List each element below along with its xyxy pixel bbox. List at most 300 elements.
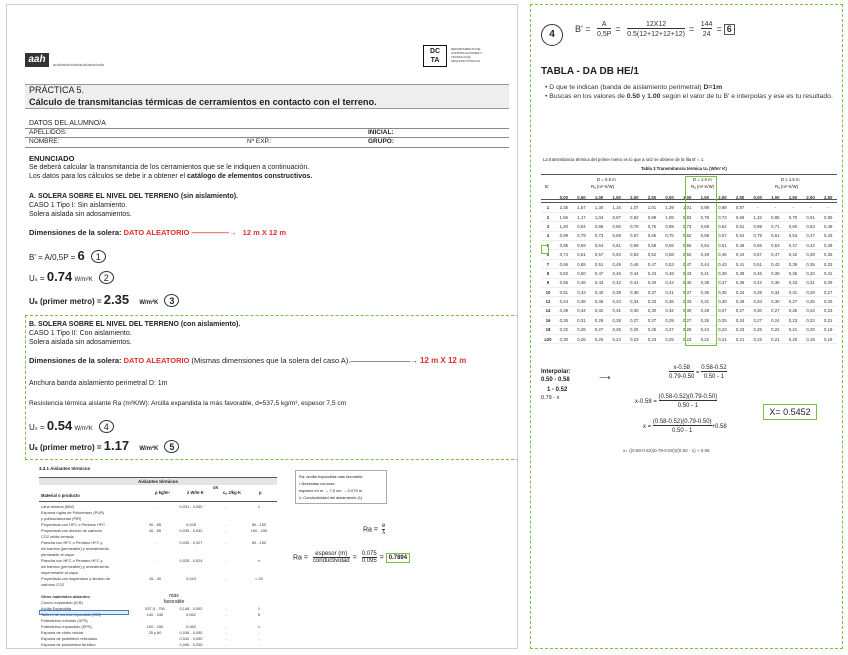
us-value: 0,37: [643, 288, 661, 297]
us-value: 0,30: [678, 306, 696, 315]
us-value: 0,29: [802, 288, 820, 297]
us-value: 1,57: [573, 203, 591, 212]
us-value: 0,79: [749, 231, 767, 240]
section-b-title: B. SOLERA SOBRE EL NIVEL DEL TERRENO (con aislamiento).: [29, 321, 241, 328]
us-value: 0,64: [590, 241, 608, 250]
ra-value: 2,50: [647, 194, 657, 200]
section-b-dims: Dimensiones de la solera: DATO ALEATORIO (Mismas dimensiones que la solera del caso A).————————→ 12 m X 12 m: [29, 356, 467, 365]
us-value: 0,23: [784, 316, 802, 325]
us-value: 0,28: [608, 316, 626, 325]
us-value: 0,47: [767, 250, 785, 259]
us-value: 0,47: [802, 231, 820, 240]
us-value: 0,30: [714, 297, 732, 306]
us-value: 0,30: [643, 306, 661, 315]
us-value: 0,99: [555, 231, 573, 240]
insul-cell: 60 - 150: [251, 521, 267, 527]
insul-cell: permeable al vapor: [41, 551, 75, 557]
insul-cell: -: [258, 629, 260, 635]
us-value: 0,22: [767, 325, 785, 334]
nexp-label: Nº EXP.:: [247, 138, 272, 145]
interp-arrow: ⟶: [599, 373, 611, 382]
us-value: 0,53: [784, 231, 802, 240]
us-value: 0,25: [626, 325, 644, 334]
us-value: 0,27: [714, 306, 732, 315]
insul-cell: Plancha con HFC o Pentano HFC y: [41, 557, 103, 563]
us-value: 0,41: [626, 278, 644, 287]
ra-calc: Ra = espesor (m) conductividad = $\frac{0.075}{0.095}$ = 0.7894: [293, 551, 410, 564]
us-value: 1,39: [661, 203, 679, 212]
insul-cell: 30 - 65: [148, 521, 162, 527]
enunciado-line1: Se deberá calcular la transmitancia de los cerramientos que se le indiquen a continuación.: [29, 164, 310, 171]
us-value: 0,39: [802, 250, 820, 259]
us-value: 0,38: [573, 297, 591, 306]
us-value: 0,24: [696, 325, 714, 334]
insul-cell: 0,060: [186, 623, 196, 629]
ra-value: 2,50: [735, 194, 745, 200]
us-value: 1,08: [661, 212, 679, 221]
section-b-case: CASO 1 Tipo II: Con aislamiento.: [29, 330, 132, 337]
us-value: 0,35: [555, 316, 573, 325]
us-value: 0,31: [608, 306, 626, 315]
ra-value: 0,00: [665, 194, 674, 200]
us-value: 0,41: [731, 259, 749, 268]
insul-cell: 40 - 65: [148, 527, 162, 533]
ra-value: 2,00: [718, 194, 727, 200]
us-value: 0,29: [661, 316, 679, 325]
insul-cell: 0,035 - 0,032: [179, 527, 203, 533]
us-value: 0,36: [590, 297, 608, 306]
insul-cell: -: [154, 539, 156, 545]
us-value: 0,36: [767, 278, 785, 287]
mas-favorable-note: más favorable: [163, 593, 185, 605]
us-value: 0,26: [802, 297, 820, 306]
ra-value: 1,00: [683, 194, 692, 200]
us-value: 0,66: [555, 259, 573, 268]
insul-cell: ∞: [257, 623, 261, 629]
insul-cell: -: [225, 503, 227, 509]
us-value: 0,39: [608, 288, 626, 297]
us-value: 0,55: [555, 278, 573, 287]
insul-cell: -: [225, 611, 227, 617]
us-value: 0,55: [573, 259, 591, 268]
us-value: 0,79: [696, 212, 714, 221]
us-value: 0,78: [626, 222, 644, 231]
us-value: 0,34: [767, 288, 785, 297]
insul-cell: -: [258, 641, 260, 647]
b-value: 1: [541, 203, 555, 212]
insul-cell: 0,040 - 0,035: [179, 641, 203, 647]
us-value: 0,38: [696, 278, 714, 287]
ra-value: 1,50: [700, 194, 709, 200]
us-value: 0,27: [767, 306, 785, 315]
enunciado-title: ENUNCIADO: [29, 154, 75, 163]
us-value: 0,26: [608, 325, 626, 334]
us-value: 0,47: [643, 259, 661, 268]
us-value: -: [767, 203, 785, 212]
us-value: 0,27: [784, 297, 802, 306]
us-value: 0,70: [784, 212, 802, 221]
b-value: 10: [541, 288, 555, 297]
us-value: 0,34: [573, 306, 591, 315]
us-value: 0,39: [819, 241, 837, 250]
us-value: 0,35: [714, 288, 732, 297]
us-value: 0,30: [626, 306, 644, 315]
insul-cell: -: [225, 539, 227, 545]
us-value: 0,44: [626, 269, 644, 278]
bp-formula: B' = $\frac{A}{0,5P}$ = $\frac{12X12}{0.5(12+12+12+12)}$ = $\frac{144}{24}$ = 6: [575, 21, 735, 38]
us-value: 0,21: [731, 334, 749, 343]
us-value: 0,33: [678, 297, 696, 306]
insul-cell: Proyectada con HFC o Pentano HFC: [41, 521, 106, 527]
section-b-us: Uₛ = 0.54 W/m²K 4: [29, 419, 114, 433]
insul-cell: Arcilla Expandida: [41, 605, 72, 611]
us-value: 0,48: [626, 259, 644, 268]
table-intro: La transmitancia térmica del primer metro es lo que a raíz se obtiene de la fila B' = 1.: [543, 157, 705, 162]
us-value: 0,79: [573, 231, 591, 240]
us-value: 0,31: [819, 269, 837, 278]
insul-cell: 0,031 - 0,050: [179, 503, 203, 509]
us-value: 0,25: [714, 316, 732, 325]
aah-logo: aah: [25, 53, 49, 67]
us-value: 0,89: [643, 212, 661, 221]
b-value: 2: [541, 212, 555, 221]
us-value: 0,28: [573, 325, 591, 334]
insul-cell: 0,043: [186, 575, 196, 581]
us-value: 0,38: [731, 269, 749, 278]
us-value: 0,37: [678, 288, 696, 297]
ra-value: 1,50: [788, 194, 798, 200]
us-value: 0,55: [819, 212, 837, 221]
interp-title: Interpolar:: [541, 369, 571, 375]
us-value: 0,99: [749, 222, 767, 231]
section-a-us: Uₛ = 0.74 W/m²K 2: [29, 270, 114, 284]
us-value: 0,33: [784, 278, 802, 287]
us-value: 0,51: [555, 288, 573, 297]
ra-value: 1,50: [612, 194, 621, 200]
us-value: 0,73: [590, 231, 608, 240]
us-value: 0,43: [767, 259, 785, 268]
us-value: 0,52: [643, 250, 661, 259]
insul-cell: CO2 celda cerrada: [41, 533, 74, 539]
us-value: 0,21: [714, 334, 732, 343]
us-value: 0,61: [802, 212, 820, 221]
us-value: 0,49: [608, 259, 626, 268]
us-value: 0,51: [714, 241, 732, 250]
insul-cell: impermeable al vapor: [41, 569, 79, 575]
insul-cell: y poliisocianurato (PIR): [41, 515, 82, 521]
us-value: 0,22: [802, 316, 820, 325]
us-value: 0,43: [573, 288, 591, 297]
tabla-bullets: • D que te indican (banda de aislamiento perimetral) D=1m • Buscas en los valores de 0.50 y 1.00 según el valor de tu B' e interpolas y ese es tu resultado.: [545, 84, 833, 100]
ra-value: 0,00: [559, 194, 568, 200]
us-value: 0,46: [573, 278, 591, 287]
ra-value: 2,00: [806, 194, 815, 200]
us-value: 0,34: [608, 297, 626, 306]
us-value: 0,58: [661, 250, 679, 259]
us-value: 1,32: [749, 212, 767, 221]
section-b-us1: Uₛ (primer metro) = 1.17 W/m²K 5: [29, 439, 179, 453]
us-value: 0,50: [573, 269, 591, 278]
us-value: 0,39: [555, 306, 573, 315]
insul-cell: 25 y 60: [148, 629, 162, 635]
us-value: 0,99: [696, 203, 714, 212]
us-value: 1,17: [573, 212, 591, 221]
section-a-desc: Solera aislada sin adosamientos.: [29, 211, 132, 218]
arcilla-highlight: [39, 610, 129, 615]
insul-cell: 0,052: [186, 611, 196, 617]
us-value: 0,30: [555, 334, 573, 343]
us-value: 0,26: [573, 334, 591, 343]
us-value: 1,16: [608, 203, 626, 212]
dcta-caption: DEPARTAMENTO DE CONSTRUCCIONES Y TECNOLOGÍA ARQUITECTÓNICAS: [451, 47, 483, 63]
insul-cell: 15 - 30: [148, 575, 162, 581]
us-value: 0,52: [678, 250, 696, 259]
us-value: 0,32: [555, 325, 573, 334]
us-value: 0,44: [555, 297, 573, 306]
insul-cell: Proyectada con dióxido de carbono: [41, 527, 102, 533]
us-value: 0,38: [626, 288, 644, 297]
b-value: 3: [541, 222, 555, 231]
us-value: 0,61: [731, 222, 749, 231]
insul-table-body: [39, 503, 277, 649]
us-value: 0,42: [749, 278, 767, 287]
us-value: -: [749, 203, 767, 212]
us-value: 1,04: [590, 212, 608, 221]
divider: [25, 128, 509, 129]
ra-value: 1,00: [771, 194, 780, 200]
us-value: 0,53: [767, 241, 785, 250]
us-value: 1,20: [555, 222, 573, 231]
us-value: 0,88: [714, 203, 732, 212]
insul-cell: -: [225, 629, 227, 635]
us-value: 0,31: [573, 316, 591, 325]
us-value: 0,23: [714, 325, 732, 334]
us-value: 0,19: [819, 325, 837, 334]
us-value: 0,36: [784, 269, 802, 278]
us-value: 0,65: [661, 241, 679, 250]
practice-number: PRÁCTICA 5.: [29, 85, 85, 95]
us-value: 0,59: [626, 241, 644, 250]
us-value: 0,43: [643, 269, 661, 278]
us-value: 0,48: [661, 269, 679, 278]
us-value: 0,27: [643, 316, 661, 325]
ra-value: 0,00: [753, 194, 762, 200]
b-value: 9: [541, 278, 555, 287]
us-value: 0,26: [696, 316, 714, 325]
insul-cell: 0,042 - 0,050: [179, 635, 203, 641]
us-value: 0,25: [590, 334, 608, 343]
us-value: 0,24: [608, 334, 626, 343]
us-value: 0,40: [590, 288, 608, 297]
us-value: 0,40: [643, 278, 661, 287]
us-value: 0,36: [731, 278, 749, 287]
insul-cell: 0,148 - 0,092: [179, 605, 203, 611]
us-value: 0,20: [784, 334, 802, 343]
us-value: 0,25: [678, 325, 696, 334]
left-page: [6, 4, 518, 649]
us-value: 0,48: [819, 222, 837, 231]
us-value: 0,40: [678, 278, 696, 287]
b-value: 4: [541, 231, 555, 240]
student-header: DATOS DEL ALUMNO/A: [29, 120, 106, 127]
us-value: -: [784, 203, 802, 212]
us-value: 0,39: [767, 269, 785, 278]
insul-cell: Poliestireno extruido (XPS): [41, 617, 88, 623]
insul-cell: 1: [257, 503, 261, 509]
us-value: 0,65: [643, 231, 661, 240]
ra-spacer: [541, 193, 555, 202]
us-value: 0,53: [802, 222, 820, 231]
us-value: 0,68: [696, 222, 714, 231]
insul-cell: ∞: [257, 557, 261, 563]
insul-cell: -: [225, 575, 227, 581]
insul-cell: -: [225, 557, 227, 563]
insul-cell: 5: [257, 611, 261, 617]
us-value: 0,42: [802, 241, 820, 250]
row-highlight: [541, 245, 549, 254]
ra-value: 2,00: [630, 194, 639, 200]
insul-table-head: Material o producto ρ kg/m³ λ W/m·K cK cₚ J/kg·K μ: [39, 486, 277, 502]
us-value: 2,35: [555, 203, 573, 212]
insul-cell: sin barrera (permeable) y revestimiento: [41, 563, 109, 569]
us-value: 0,19: [802, 334, 820, 343]
section-a-us1: Uₛ (primer metro) = 2.35 W/m²K 3: [29, 293, 179, 307]
insul-cell: 0,028: [186, 521, 196, 527]
us-value: 0,36: [696, 288, 714, 297]
us-value: 0,23: [678, 334, 696, 343]
us-value: 0,86: [590, 222, 608, 231]
us-value: 0,34: [626, 297, 644, 306]
us-value: 0,25: [643, 325, 661, 334]
us-value: 0,54: [608, 250, 626, 259]
us-value: 0,92: [626, 212, 644, 221]
insul-cell: Espuma de poliuretano fenólico: [41, 641, 96, 647]
insul-cell: 0,025 - 0,024: [179, 557, 203, 563]
us-value: 0,29: [819, 278, 837, 287]
insul-table-title: Aislantes térmicos: [39, 477, 277, 485]
us-value: 0,48: [696, 250, 714, 259]
us-value: 0,25: [784, 306, 802, 315]
us-value: 0,64: [714, 222, 732, 231]
us-value: 0,20: [802, 325, 820, 334]
us-value: 0,61: [767, 231, 785, 240]
us-value: 1,30: [590, 203, 608, 212]
b-value: 7: [541, 259, 555, 268]
us-value: 0,89: [661, 222, 679, 231]
b-value: 8: [541, 269, 555, 278]
us-value: 0,60: [784, 222, 802, 231]
insul-cell: Espuma de polietileno reticulado: [41, 635, 98, 641]
section-b-desc: Solera aislada sin adosamientos.: [29, 339, 132, 346]
us-value: 0,43: [590, 278, 608, 287]
insul-cell: 537,5 - 750: [145, 605, 165, 611]
us-value: 0,23: [749, 334, 767, 343]
insul-cell: -: [154, 503, 156, 509]
us-value: 0,58: [643, 241, 661, 250]
us-value: 0,51: [590, 259, 608, 268]
insul-cell: < 20: [255, 575, 263, 581]
b-value: 12: [541, 297, 555, 306]
us-value: 0,36: [661, 297, 679, 306]
insul-cell: -: [225, 635, 227, 641]
us-value: 0,23: [643, 334, 661, 343]
us-value: 0,39: [784, 259, 802, 268]
us-value: 0,83: [678, 212, 696, 221]
us-value: 0,76: [643, 222, 661, 231]
us-value: 0,33: [819, 259, 837, 268]
insul-cell: 60 - 150: [251, 539, 267, 545]
us-value: 0,67: [626, 231, 644, 240]
us-value: 0,47: [784, 241, 802, 250]
us-value: 0,85: [767, 212, 785, 221]
ra-value: 1,00: [594, 194, 604, 200]
us-value: 0,57: [714, 231, 732, 240]
section-a-title: A. SOLERA SOBRE EL NIVEL DEL TERRENO (sin aislamiento).: [29, 193, 238, 200]
b-value: 6: [541, 250, 555, 259]
us-value: 0,30: [749, 306, 767, 315]
us-value: 0,25: [661, 334, 679, 343]
insul-cell: Lana mineral (MW): [41, 503, 75, 509]
us-value: 0,53: [626, 250, 644, 259]
us-value: 0,46: [749, 269, 767, 278]
b-value: 16: [541, 316, 555, 325]
ra-value: 0,50: [577, 194, 586, 200]
right-page: [530, 4, 843, 649]
us-value: 0,21: [819, 316, 837, 325]
us-value: 0,47: [678, 259, 696, 268]
us-value: 0,75: [661, 231, 679, 240]
us-value: 1,56: [555, 212, 573, 221]
us-value: 0,55: [678, 241, 696, 250]
us-value: 0,24: [731, 316, 749, 325]
interp-line3: 0.79 - x: [541, 395, 560, 401]
insul-cell: 100 - 150: [146, 623, 164, 629]
insul-cell: Poliestireno expandido (EPS): [41, 623, 92, 629]
b-value: 14: [541, 306, 555, 315]
us-value: 0,49: [731, 241, 749, 250]
us-value: 0,53: [661, 259, 679, 268]
us-value: 0,73: [714, 212, 732, 221]
us-value: 0,43: [678, 269, 696, 278]
insul-cell: -: [225, 605, 227, 611]
us-value: 0,69: [731, 212, 749, 221]
us-value: 0,31: [802, 278, 820, 287]
us-value: 0,87: [731, 203, 749, 212]
us-value: 0,23: [626, 334, 644, 343]
us-value: 0,80: [608, 222, 626, 231]
us-value: 0,33: [802, 269, 820, 278]
us-value: 0,54: [696, 241, 714, 250]
us-value: 0,27: [731, 306, 749, 315]
insul-cell: -: [225, 623, 227, 629]
us-value: 0,42: [608, 278, 626, 287]
us-value: 0,25: [819, 297, 837, 306]
us-value: 0,41: [661, 288, 679, 297]
us-value: 0,25: [749, 325, 767, 334]
us-value: 0,35: [819, 250, 837, 259]
insul-cell: -: [258, 635, 260, 641]
us-value: 0,21: [767, 334, 785, 343]
us-value: 0,45: [608, 269, 626, 278]
us-value: 0,44: [661, 278, 679, 287]
us-value: -: [802, 203, 820, 212]
step-circle: 4: [541, 24, 563, 46]
insul-cell: [139, 641, 171, 647]
tabla-title: TABLA - DA DB HE/1: [541, 66, 639, 77]
us-value: 0,23: [731, 325, 749, 334]
us-value: 0,27: [590, 325, 608, 334]
interp-line2: 1 - 0.52: [547, 387, 568, 393]
